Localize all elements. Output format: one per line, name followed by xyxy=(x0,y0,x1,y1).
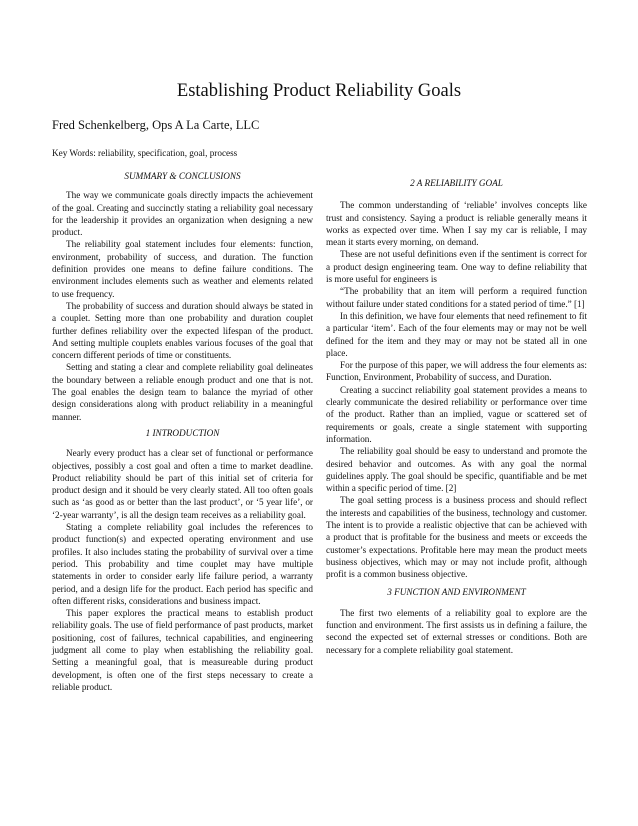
reliability-goal-heading: 2 A RELIABILITY GOAL xyxy=(410,178,503,188)
goal-paragraph: Creating a succinct reliability goal statement provides a means to clearly communicate the desired reliability or performance over time of the product. Rather than an implied, vague or scattered set of requirements or goals, create a single statement with supporting information. xyxy=(326,384,587,444)
goal-paragraph: For the purpose of this paper, we will address the four elements as: Function, Environment, Probability of success, and Duration. xyxy=(326,360,587,383)
right-column xyxy=(326,170,587,656)
intro-paragraph: This paper explores the practical means to establish product reliability goals. The use of field performance of past products, market positioning, cost of failures, technical capabilities, and engineering judgment all come to play when establishing the reliability goal. Setting a meaningful goal, that is measureable during product development, is often one of the first steps necessary to create a reliable product. xyxy=(52,608,313,692)
goal-paragraph: In this definition, we have four elements that need refinement to fit a particular ‘item’. Each of the four elements may or may not be well defined for the item and they may or may not be stated all in one place. xyxy=(326,310,587,358)
goal-paragraph: The common understanding of ‘reliable’ involves concepts like trust and consistency. Saying a product is reliable generally means it works as expected over time. When I say my car is reliable, I may mean it starts every morning, on demand. xyxy=(326,200,587,248)
goal-paragraph: “The probability that an item will perform a required function without failure under stated conditions for a stated period of time.” [1] xyxy=(326,286,587,309)
intro-paragraph: Nearly every product has a clear set of functional or performance objectives, possibly a cost goal and often a time to market deadline. Product reliability should be part of this initial set of criteria for product design and it should be very clearly stated. All too often goals such as ‘as good as or better than the last product’, or ‘5 year life’, or ‘2-year warranty’, is all the design team receives as a reliability goal. xyxy=(52,448,313,520)
goal-paragraph: These are not useful definitions even if the sentiment is correct for a product design engineering team. One way to define reliability that is more useful for engineers is xyxy=(326,249,587,285)
summary-paragraph: The reliability goal statement includes four elements: function, environment, probability of success, and duration. The function definition provides one means to define failure conditions. The environment includes elements such as weather and elements related to use frequency. xyxy=(52,239,313,299)
author-line: Fred Schenkelberg, Ops A La Carte, LLC xyxy=(52,118,260,132)
paper-title: Establishing Product Reliability Goals xyxy=(176,81,462,101)
intro-paragraph: Stating a complete reliability goal includes the references to product function(s) and expected operating environment and use profiles. It also includes stating the probability of survival over a time period. This probability and time couplet may have multiple statements in order to consider early life failure period, a warranty period, and a design life for the product. Each period has specific and often different risks, considerations and business impact. xyxy=(52,522,313,606)
function-paragraph: The first two elements of a reliability goal to explore are the function and environment. The first assists us in defining a failure, the second the expected set of external stresses or conditions. Both are necessary for a complete reliability goal statement. xyxy=(326,607,587,655)
keywords-line: Key Words: reliability, specification, goal, process xyxy=(52,148,238,158)
summary-paragraph: The way we communicate goals directly impacts the achievement of the goal. Creating and succinctly stating a reliability goal necessary for the leadership it provides an organization when designing a new product. xyxy=(52,190,313,238)
summary-paragraph: The probability of success and duration should always be stated in a couplet. Setting more than one probability and duration couplet further defines reliability over the expected lifespan of the product. And setting multiple couplets enables various focuses of the goal that concern different periods of time or constituents. xyxy=(52,300,313,361)
left-column xyxy=(52,170,313,693)
summary-paragraph: Setting and stating a clear and complete reliability goal delineates the boundary between a reliable enough product and one that is not. The goal enables the design team to balance the myriad of other design considerations along with product reliability in a meaningful manner. xyxy=(52,362,313,422)
introduction-heading: 1 INTRODUCTION xyxy=(145,427,220,438)
goal-paragraph: The goal setting process is a business process and should reflect the interests and capabilities of the business, technology and customer. The intent is to provide a realistic objective that can be achieved with a product that is profitable for the business and meets or exceeds the customer’s expectations. Profitable here may mean the product meets business objectives, which may or may not include profit, although profit is a common business objective. xyxy=(326,495,587,580)
function-environment-heading: 3 FUNCTION AND ENVIRONMENT xyxy=(387,586,526,597)
summary-heading: SUMMARY & CONCLUSIONS xyxy=(124,171,241,181)
goal-paragraph: The reliability goal should be easy to understand and promote the desired behavior and outcomes. As with any goal the normal guidelines apply. The goal should be specific, quantifiable and be met within a specific period of time. [2] xyxy=(326,446,587,494)
